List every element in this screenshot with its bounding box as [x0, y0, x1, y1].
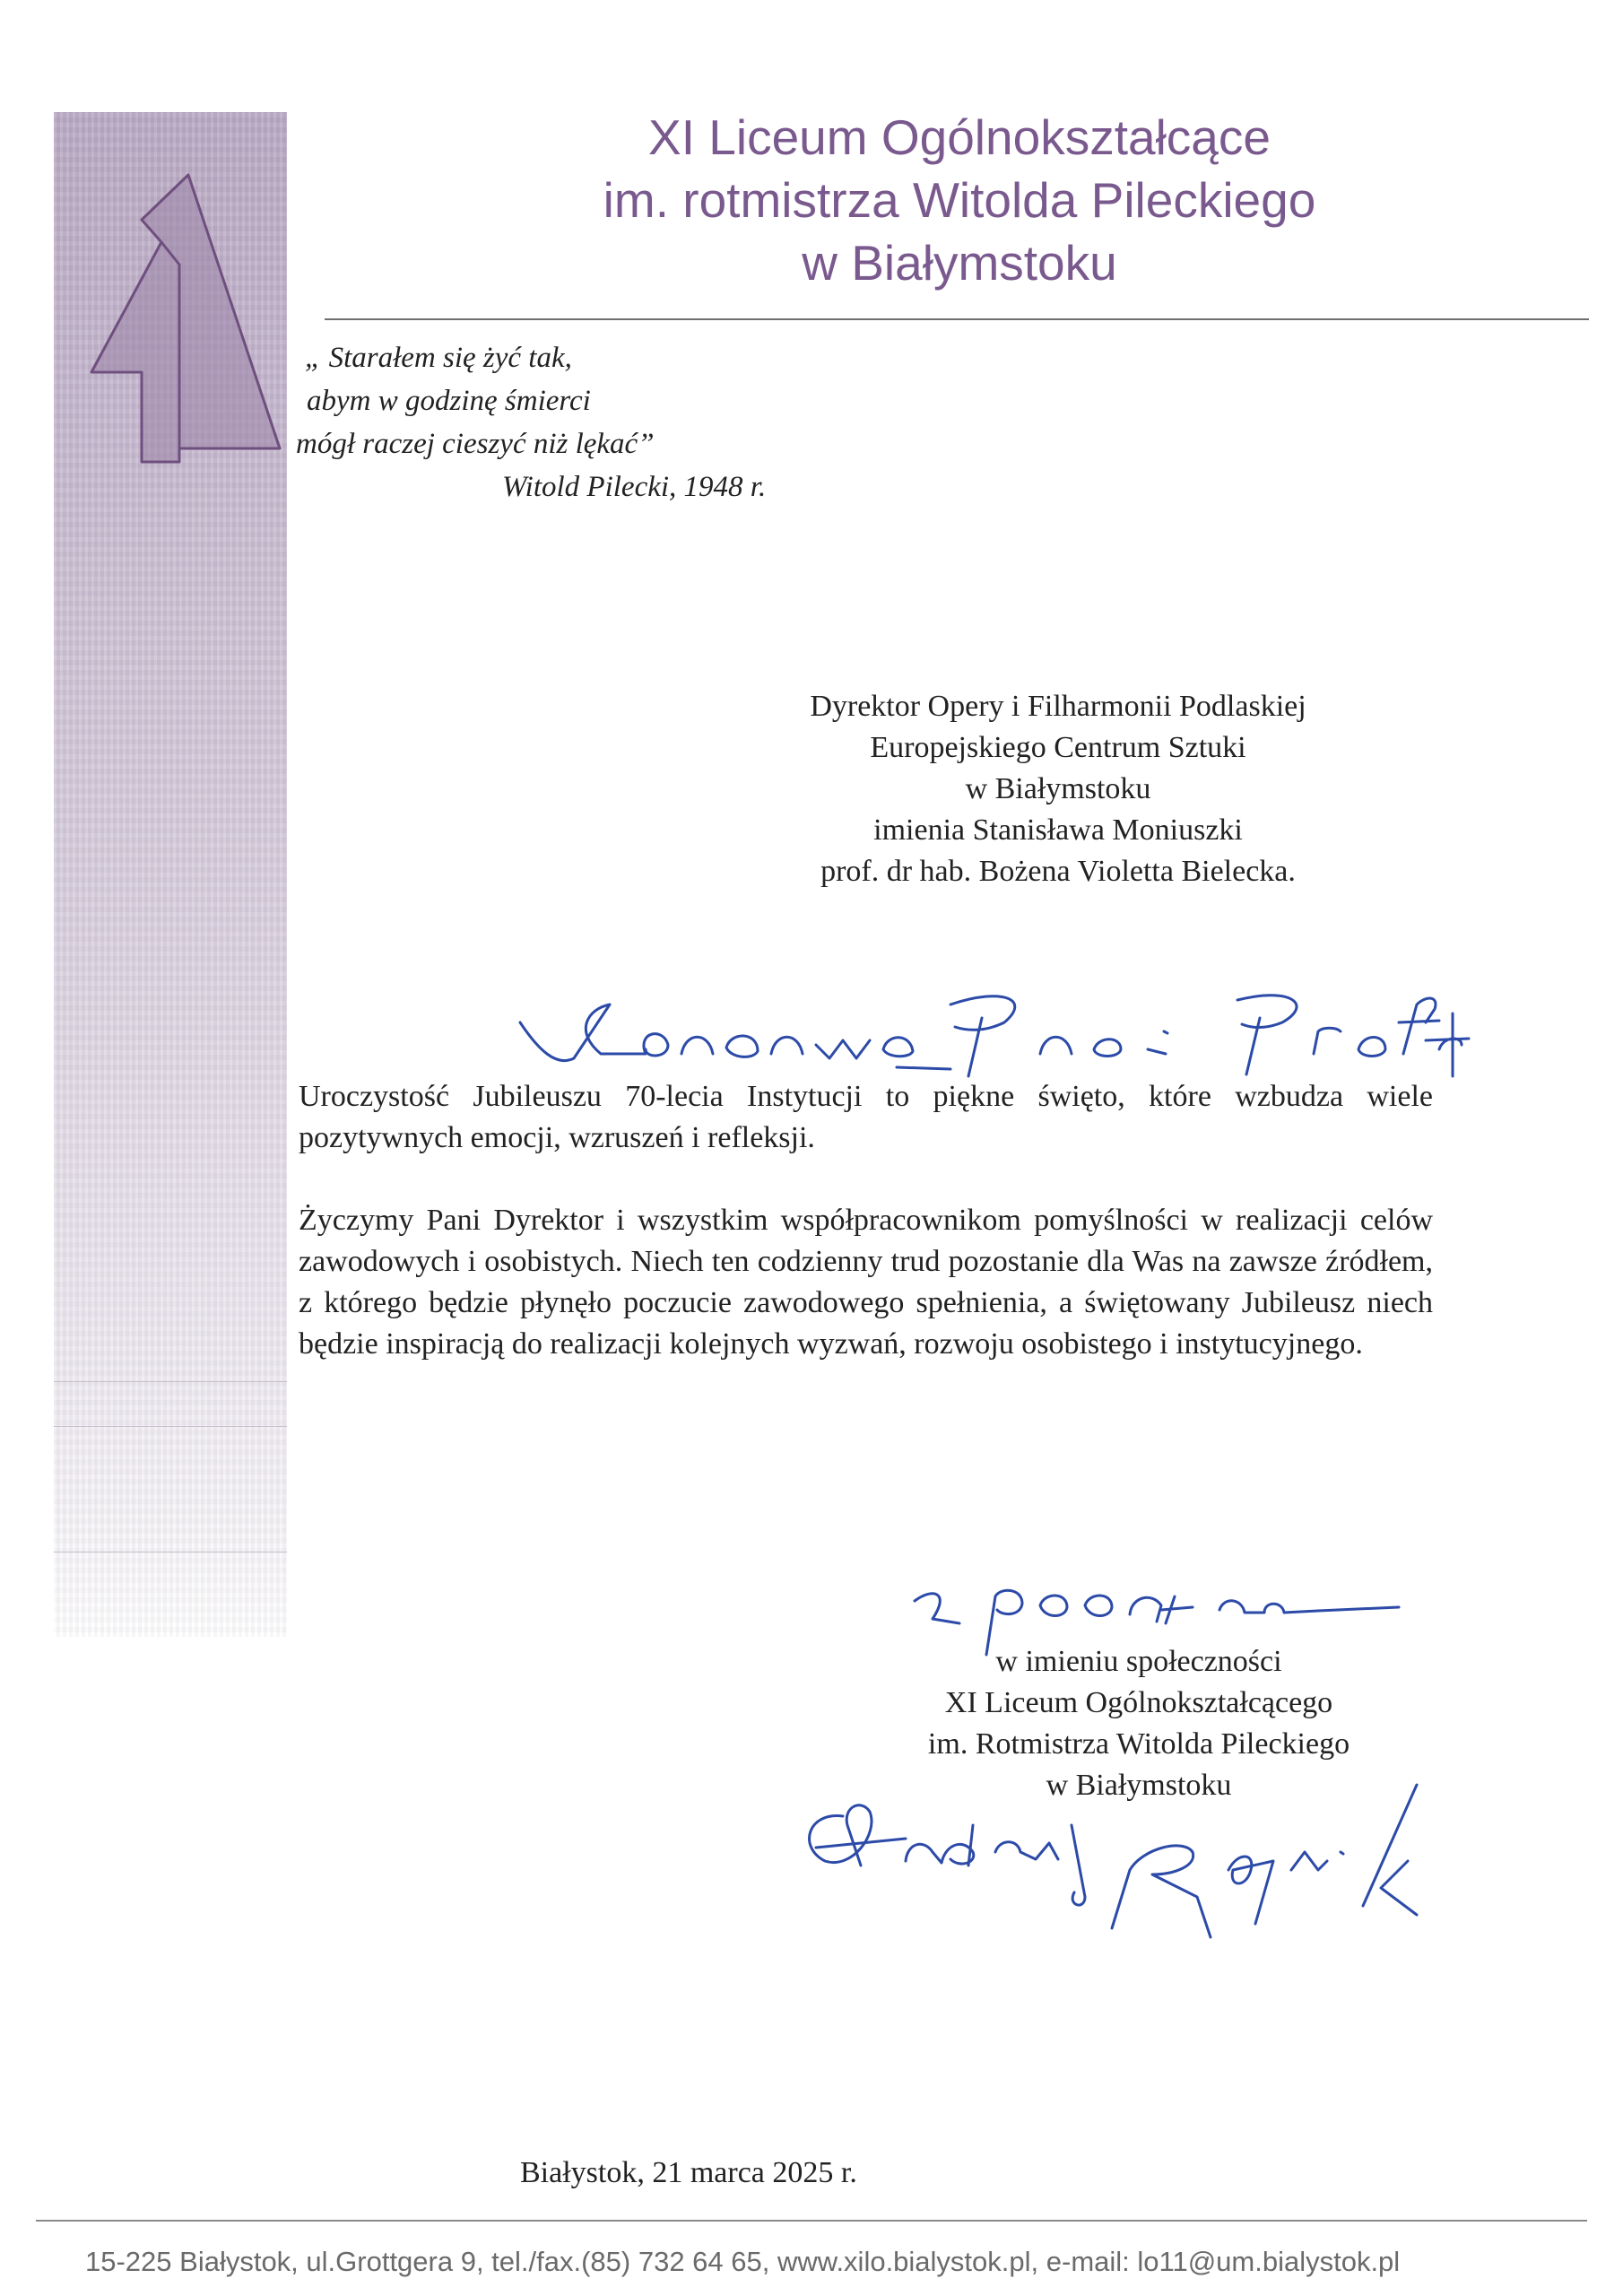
motto-line: abym w godzinę śmierci — [307, 385, 591, 417]
addressee-line: prof. dr hab. Bożena Violetta Bielecka. — [820, 855, 1296, 888]
body-paragraph: Uroczystość Jubileuszu 70-lecia Instytucji to piękne święto, które wzbudza wiele pozytywnych emocji, wzruszeń i refleksji. — [299, 1080, 1433, 1154]
handwritten-signature — [789, 1762, 1471, 1951]
addressee-line: imienia Stanisława Moniuszki — [873, 813, 1243, 847]
header-line: im. rotmistrza Witolda Pileckiego — [603, 172, 1316, 228]
motto-attribution: Witold Pilecki, 1948 r. — [502, 471, 767, 503]
motto-line: mógł raczej cieszyć niż lękać” — [296, 428, 655, 460]
band-tick — [54, 1381, 287, 1382]
header-line: w Białymstoku — [802, 235, 1117, 291]
school-tree-logo-icon — [72, 157, 287, 471]
closing-line: im. Rotmistrza Witolda Pileckiego — [927, 1727, 1350, 1761]
addressee-line: Europejskiego Centrum Sztuki — [870, 731, 1246, 764]
footer-divider — [36, 2220, 1587, 2222]
letter-body — [299, 1076, 1433, 1406]
motto-quote — [296, 336, 852, 509]
motto-line: „ Starałem się żyć tak, — [305, 342, 572, 374]
addressee-line: w Białymstoku — [965, 772, 1151, 805]
header-divider — [325, 318, 1589, 320]
addressee-block — [708, 686, 1408, 892]
closing-line: XI Liceum Ogólnokształcącego — [944, 1686, 1333, 1719]
closing-line: w Białymstoku — [1046, 1769, 1232, 1802]
band-tick — [54, 1426, 287, 1427]
addressee-line: Dyrektor Opery i Filharmonii Podlaskiej — [810, 690, 1306, 723]
body-paragraph: Życzymy Pani Dyrektor i wszystkim współpracownikom pomyślności w realizacji celów zawodowych i osobistych. Niech ten codzienny trud pozostanie dla Was na zawsze źródłem, z którego będzie płynęło poczucie zawodowego spełnienia, a świętowany Jubileusz niech będzie inspiracją do realizacji kolejnych wyzwań, rozwoju osobistego i instytucyjnego. — [299, 1204, 1433, 1361]
school-name-header — [466, 106, 1453, 294]
footer-contact: 15-225 Białystok, ul.Grottgera 9, tel./fax.(85) 732 64 65, www.xilo.bialystok.pl, e-mail: lo11@um.bialystok.pl — [85, 2246, 1401, 2277]
header-line: XI Liceum Ogólnokształcące — [648, 109, 1271, 165]
date-line: Białystok, 21 marca 2025 r. — [520, 2156, 857, 2189]
handwritten-salutation — [502, 969, 1471, 1085]
closing-line: w imieniu społeczności — [995, 1645, 1282, 1678]
